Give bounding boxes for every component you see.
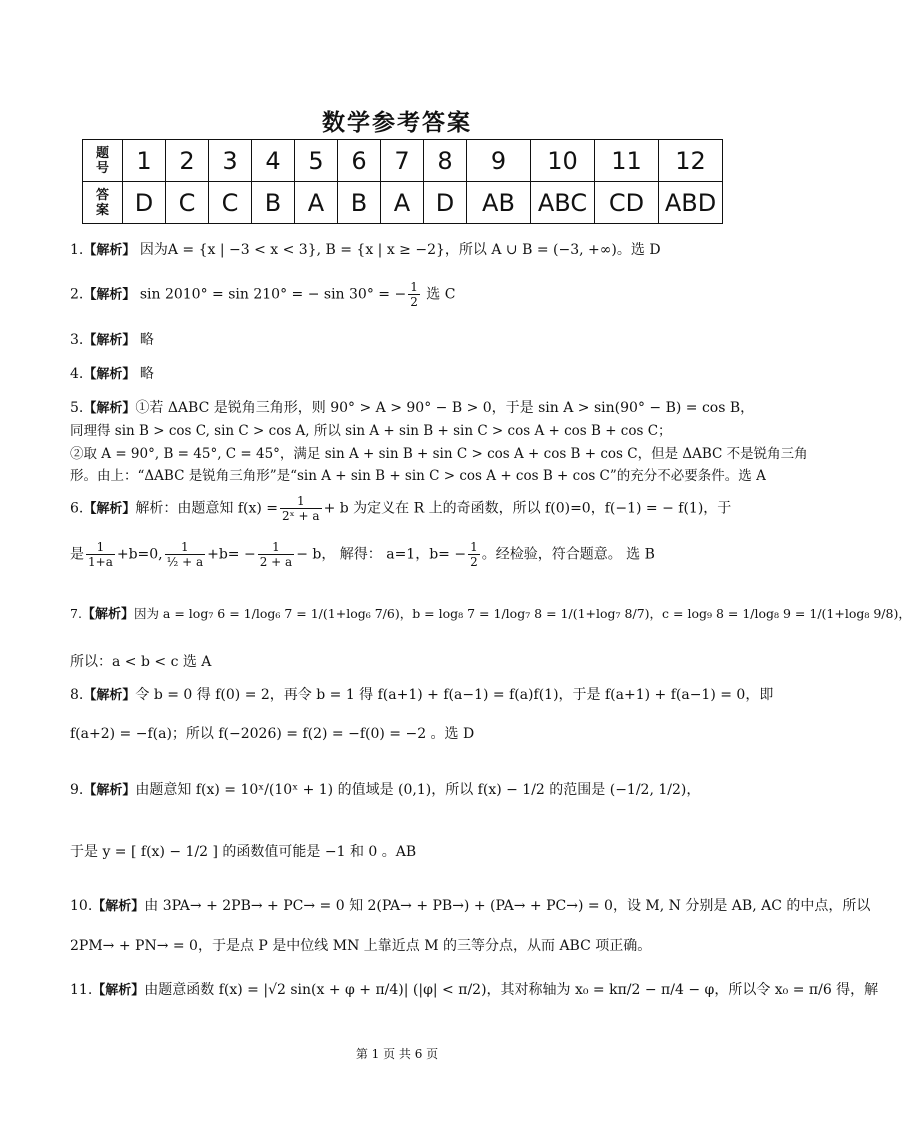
row-header-label: 题 号: [95, 145, 109, 176]
solution-6: [70, 494, 732, 523]
row-header-answer: [83, 182, 123, 224]
item-number: 8.: [70, 687, 84, 703]
solution-3: [70, 330, 732, 351]
item-number: 10.: [70, 898, 93, 914]
fraction: $\frac{1}{2 + a}$: [259, 540, 293, 569]
fraction: $\frac{1}{\text{½ + a}}$: [166, 540, 204, 569]
fraction: $\frac{1}{2}$: [410, 280, 418, 309]
analysis-tag: 【解析】: [83, 333, 136, 348]
solution-8: [70, 685, 774, 706]
q-number-3: 3: [209, 140, 252, 182]
fraction: $\frac{1}{2}$: [470, 540, 478, 569]
q-number-11: 11: [595, 140, 659, 182]
solution-5-line-4: 形。由上：“ΔABC 是锐角三角形”是“sin A + sin B + sin C > cos A + cos B + cos C”的充分不必要条件。选 A: [70, 468, 766, 484]
q-number-12: 12: [659, 140, 723, 182]
answer-7: A: [381, 182, 424, 224]
solution-text: 因为 a = log₇ 6 = 1/log₆ 7 = 1/(1+log₆ 7/6)，b = log₈ 7 = 1/log₇ 8 = 1/(1+log₇ 8/7)，c = log₉ 8 = 1/log₈ 9 = 1/(1+log₈ 9/8)，: [133, 606, 911, 621]
analysis-tag: 【解析】: [83, 367, 136, 382]
analysis-tag: 【解析】: [83, 501, 136, 517]
solution-text: 由题意知 f(x) = 10ˣ/(10ˣ + 1) 的值域是 (0,1)，所以 f(x) − 1/2 的范围是 (−1/2, 1/2)，: [135, 782, 701, 798]
solution-6-line-2: 是 $\frac{1}{1+a}$ +b=0, $\frac{1}{\text{½ + a}}$ +b= − $\frac{1}{2 + a}$ − b， 解得： a=1，b= − $\frac{1}{2}$ 。经检验，符合题意。 选 B: [70, 540, 655, 569]
solution-text: sin 2010° = sin 210° = − sin 30° = −: [139, 286, 407, 303]
analysis-tag: 【解析】: [83, 783, 136, 798]
solution-11: [70, 980, 879, 1001]
item-number: 4.: [70, 366, 84, 382]
page-title: 数学参考答案: [322, 109, 472, 136]
answer-4: B: [252, 182, 295, 224]
solution-text: 由 3PA→ + 2PB→ + PC→ = 0 知 2(PA→ + PB→) + (PA→ + PC→) = 0，设 M, N 分别是 AB, AC 的中点，所以: [144, 898, 871, 914]
answer-2: C: [166, 182, 209, 224]
q-number-4: 4: [252, 140, 295, 182]
page-footer: 第 1 页 共 6 页: [355, 1047, 439, 1061]
solution-5: [70, 398, 755, 419]
answer-8: D: [424, 182, 467, 224]
analysis-tag: 【解析】: [92, 899, 145, 914]
item-number: 3.: [70, 332, 84, 348]
solution-text: 令 b = 0 得 f(0) = 2，再令 b = 1 得 f(a+1) + f(a−1) = f(a)f(1)，于是 f(a+1) + f(a−1) = 0，即: [135, 687, 774, 703]
answer-10: ABC: [531, 182, 595, 224]
q-number-8: 8: [424, 140, 467, 182]
q-number-10: 10: [531, 140, 595, 182]
q-number-6: 6: [338, 140, 381, 182]
solution-8-line-2: f(a+2) = −f(a)；所以 f(−2026) = f(2) = −f(0) = −2 。选 D: [70, 726, 475, 742]
solution-7: [70, 604, 911, 625]
solution-text: 解析：由题意知 f(x) =: [135, 500, 279, 517]
question-number-row: [83, 140, 723, 182]
row-header-label: 答 案: [95, 187, 109, 218]
solution-1: [70, 240, 732, 261]
row-header-number: [83, 140, 123, 182]
item-number: 5.: [70, 400, 84, 416]
fraction: $\frac{1}{1+a}$: [88, 540, 113, 569]
solution-text: + b 为定义在 R 上的奇函数，所以 f(0)=0，f(−1) = − f(1)，于: [323, 500, 732, 517]
q-number-5: 5: [295, 140, 338, 182]
q-number-7: 7: [381, 140, 424, 182]
solution-text: 选 C: [421, 286, 456, 303]
analysis-tag: 【解析】: [92, 983, 145, 998]
solution-2: [70, 280, 732, 309]
analysis-tag: 【解析】: [83, 401, 136, 416]
q-number-1: 1: [123, 140, 166, 182]
solution-text: 略: [139, 332, 154, 348]
solution-9-line-2: 于是 y = [ f(x) − 1/2 ] 的函数值可能是 −1 和 0 。AB: [70, 844, 417, 860]
answer-5: A: [295, 182, 338, 224]
answer-3: C: [209, 182, 252, 224]
solution-text: 由题意函数 f(x) = |√2 sin(x + φ + π/4)| (|φ| < π/2)，其对称轴为 x₀ = kπ/2 − π/4 − φ，所以令 x₀ = π/6 得，解: [144, 982, 879, 998]
item-number: 9.: [70, 782, 84, 798]
solution-9: [70, 780, 732, 801]
solution-5-line-3: ②取 A = 90°, B = 45°, C = 45°，满足 sin A + sin B + sin C > cos A + cos B + cos C，但是 ΔABC 不是锐角三角: [70, 446, 808, 462]
solution-line: ①若 ΔABC 是锐角三角形，则 90° > A > 90° − B > 0，于是 sin A > sin(90° − B) = cos B，: [135, 400, 755, 416]
solution-5-line-2: 同理得 sin B > cos C, sin C > cos A, 所以 sin A + sin B + sin C > cos A + cos B + cos C；: [70, 423, 672, 439]
item-number: 6.: [70, 500, 84, 517]
item-number: 1.: [70, 242, 84, 258]
analysis-tag: 【解析】: [83, 243, 136, 258]
item-number: 7.: [70, 606, 82, 621]
answer-1: D: [123, 182, 166, 224]
analysis-tag: 【解析】: [83, 287, 136, 303]
q-number-2: 2: [166, 140, 209, 182]
answer-6: B: [338, 182, 381, 224]
q-number-9: 9: [467, 140, 531, 182]
answer-row: [83, 182, 723, 224]
answer-table: [82, 139, 723, 224]
item-number: 11.: [70, 982, 93, 998]
solution-7-line-2: 所以：a < b < c 选 A: [70, 654, 212, 670]
answer-9: AB: [467, 182, 531, 224]
analysis-tag: 【解析】: [83, 688, 136, 703]
solution-text: 因为A = {x | −3 < x < 3}, B = {x | x ≥ −2}，所以 A ∪ B = (−3, +∞)。选 D: [139, 242, 661, 258]
answer-11: CD: [595, 182, 659, 224]
solution-4: [70, 364, 732, 385]
fraction: $\frac{1}{\text{2ˣ + a}}$: [282, 494, 320, 523]
analysis-tag: 【解析】: [81, 607, 134, 622]
solution-text: 略: [139, 366, 154, 382]
solution-10-line-2: 2PM→ + PN→ = 0，于是点 P 是中位线 MN 上靠近点 M 的三等分点，从而 ABC 项正确。: [70, 938, 652, 954]
item-number: 2.: [70, 286, 84, 303]
answer-12: ABD: [659, 182, 723, 224]
solution-10: [70, 896, 871, 917]
